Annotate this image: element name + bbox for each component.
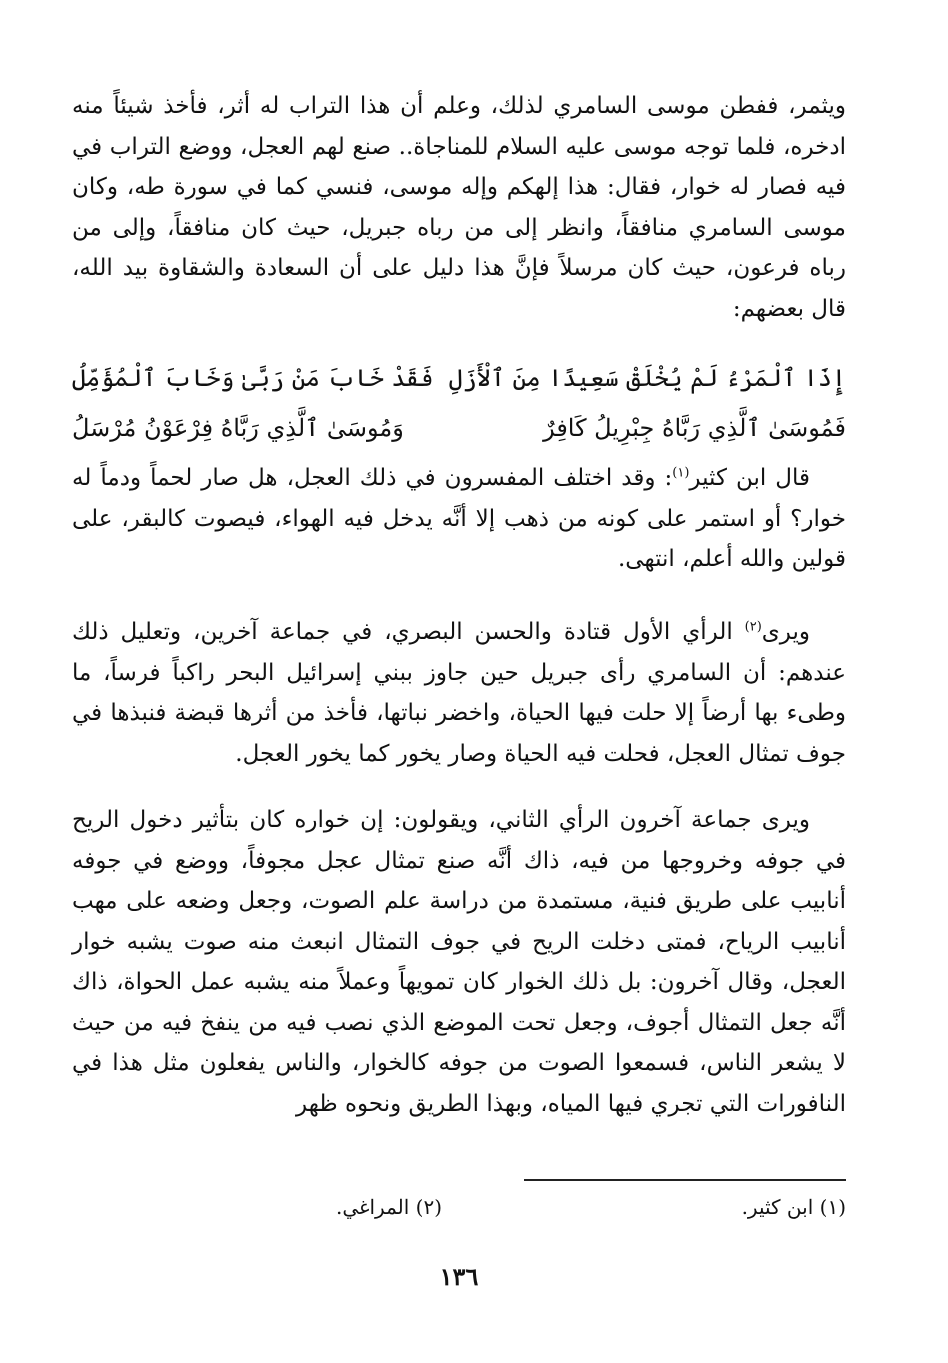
paragraph-2-text: : وقد اختلف المفسرون في ذلك العجل، هل صار لحماً ودماً له خوار؟ أو استمر على كونه من ذهب إلا أنَّه يدخل فيه الهواء، فيصوت كالبقر، على قولين والله أعلم، انتهى. bbox=[72, 465, 846, 572]
poem-line-2-first-hemistich: فَمُوسَىٰ ٱلَّذِي رَبَّاهُ جِبْرِيلُ كَافِرٌ bbox=[543, 414, 846, 442]
poem-line-1-second-hemistich: فَقَدْ خَابَ مَنْ رَبَّىٰ وَخَابَ ٱلْمُؤَمِّلُ bbox=[72, 364, 434, 392]
paragraph-3-opening: ويرى bbox=[761, 619, 810, 645]
footnote-1: (١) ابن كثير. bbox=[741, 1195, 846, 1219]
paragraph-3 bbox=[72, 612, 846, 774]
footnote-ref-2: (٢) bbox=[744, 619, 762, 635]
footnote-separator bbox=[524, 1179, 846, 1181]
page-number: ١٣٦ bbox=[439, 1262, 479, 1291]
paragraph-2 bbox=[72, 458, 846, 580]
poem-line-1-first-hemistich: إِذَا ٱلْمَرْءُ لَمْ يُخْلَقْ سَعِيدًا مِنَ ٱلْأَزَلِ bbox=[448, 364, 846, 392]
document-page bbox=[72, 0, 846, 1363]
paragraph-2-opening: قال ابن كثير bbox=[689, 465, 811, 491]
poem-line-2 bbox=[72, 408, 846, 448]
poem-line-2-second-hemistich: وَمُوسَىٰ ٱلَّذِي رَبَّاهُ فِرْعَوْنُ مُرْسَلُ bbox=[72, 414, 404, 442]
paragraph-1: ويثمر، ففطن موسى السامري لذلك، وعلم أن هذا التراب له أثر، فأخذ شيئاً منه ادخره، فلما توجه موسى عليه السلام للمناجاة.. صنع لهم العجل، ووضع التراب في فيه فصار له خوار، فقال: هذا إلهكم وإله موسى، فنسي كما في سورة طه، وكان موسى السامري منافقاً، وانظر إلى من رباه جبريل، حيث كان منافقاً، وإلى من رباه فرعون، حيث كان مرسلاً فإنَّ هذا دليل على أن السعادة والشقاوة بيد الله، قال بعضهم: bbox=[72, 93, 846, 322]
poem-line-1 bbox=[72, 358, 846, 398]
footnote-ref-1: (١) bbox=[672, 465, 690, 481]
paragraph-4: ويرى جماعة آخرون الرأي الثاني، ويقولون: إن خواره كان بتأثير دخول الريح في جوفه وخروجها من فيه، ذاك أنَّه صنع تمثال عجل مجوفاً، ووضع في جوفه أنابيب على طريق فنية، مستمدة من دراسة علم الصوت، وجعل وضعه على مهب أنابيب الرياح، فمتى دخلت الريح في جوف التمثال انبعث منه صوت يشبه خوار العجل، وقال آخرون: بل ذلك الخوار كان تمويهاً وعملاً منه يشبه عمل الحواة، ذاك أنَّه جعل التمثال أجوف، وجعل تحت الموضع الذي نصب فيه من ينفخ فيه من حيث لا يشعر الناس، فسمعوا الصوت من جوفه كالخوار، والناس يفعلون مثل هذا في النافورات التي تجري فيها المياه، وبهذا الطريق ونحوه ظهر bbox=[72, 807, 846, 1117]
paragraph-3-text: الرأي الأول قتادة والحسن البصري، في جماعة آخرين، وتعليل ذلك عندهم: أن السامري رأى جبريل حين جاوز ببني إسرائيل البحر راكباً فرساً، ما وطىء بها أرضاً إلا حلت فيها الحياة، واخضر نباتها، فأخذ من أثرها قبضة فنبذها في جوف تمثال العجل، فحلت فيه الحياة وصار يخور كما يخور العجل. bbox=[72, 619, 846, 767]
footnote-2: (٢) المراغي. bbox=[335, 1195, 442, 1219]
